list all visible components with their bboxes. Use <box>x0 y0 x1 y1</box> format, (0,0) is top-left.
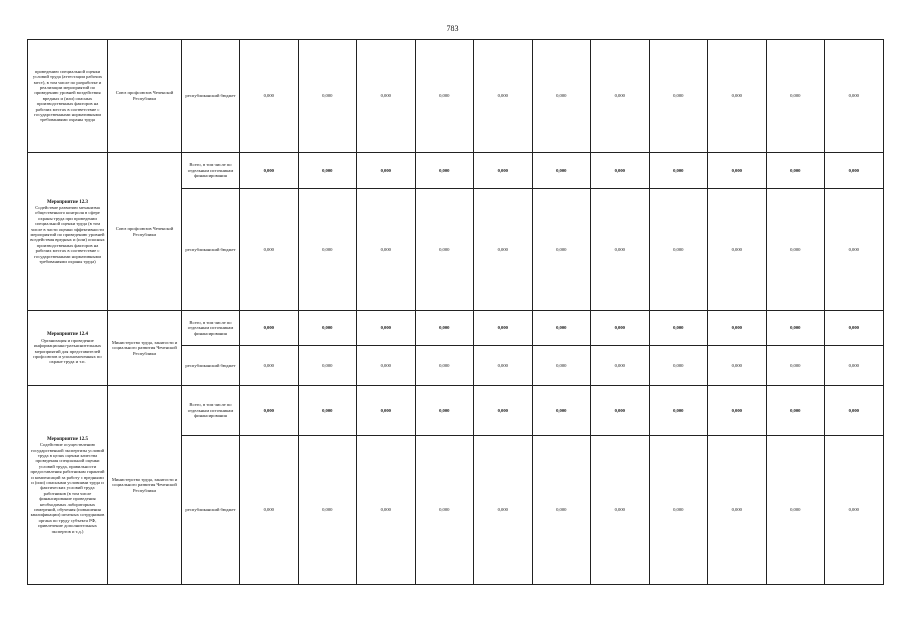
amount-cell: 0,000 <box>298 152 357 188</box>
amount-cell: 0,000 <box>298 40 357 153</box>
amount-cell: 0,000 <box>591 311 650 345</box>
funding-source-cell: республиканский бюджет <box>182 188 240 311</box>
table-row <box>28 311 884 345</box>
amount-cell: 0,000 <box>415 436 474 585</box>
amount-cell: 0,000 <box>240 385 299 435</box>
amount-cell: 0,000 <box>474 345 533 385</box>
amount-cell: 0,000 <box>708 345 767 385</box>
funding-source-cell: республиканский бюджет <box>182 40 240 153</box>
amount-cell: 0,000 <box>532 152 591 188</box>
amount-cell: 0,000 <box>708 436 767 585</box>
amount-cell: 0,000 <box>649 311 708 345</box>
amount-cell: 0,000 <box>474 311 533 345</box>
amount-cell: 0,000 <box>591 188 650 311</box>
amount-cell: 0,000 <box>474 385 533 435</box>
amount-cell: 0,000 <box>649 436 708 585</box>
activity-description: проведению специальной оценки условий труда (аттестации рабочих мест), в том числе по разработке и реализации мероприятий по приведению уровней воздействия вредных и (или) опасных производственных факторов на рабочих местах в соответствие с государственными нормативными требованиями охраны труда <box>32 68 103 123</box>
amount-cell: 0,000 <box>298 311 357 345</box>
amount-cell: 0,000 <box>591 385 650 435</box>
amount-cell: 0,000 <box>532 40 591 153</box>
activity-description: Содействие осуществлению государственной экспертизы условий труда в целях оценки качества проведения специальной оценки условий труда, правильности предоставления работникам гарантий и компенсаций за работу с вредными и (или) опасными условиями труда и фактических условий труда работников (в том числе финансирование проведения необходимых лабораторных измерений, обучения (повышения квалификации) штатных сотрудников органа по труду субъекта РФ, привлечение дополнительных экспертов и т.д.) <box>30 442 105 534</box>
amount-cell: 0,000 <box>240 188 299 311</box>
amount-cell: 0,000 <box>415 40 474 153</box>
amount-cell: 0,000 <box>357 188 416 311</box>
amount-cell: 0,000 <box>825 40 884 153</box>
executor-cell: Союз профсоюзов Чеченской Республики <box>108 152 182 311</box>
table-row <box>28 152 884 188</box>
amount-cell: 0,000 <box>357 345 416 385</box>
activity-name-cell <box>28 152 108 311</box>
amount-cell: 0,000 <box>415 188 474 311</box>
amount-cell: 0,000 <box>357 152 416 188</box>
amount-cell: 0,000 <box>357 436 416 585</box>
executor-cell: Министерство труда, занятости и социального развития Чеченской Республики <box>108 385 182 584</box>
amount-cell: 0,000 <box>708 152 767 188</box>
amount-cell: 0,000 <box>708 40 767 153</box>
amount-cell: 0,000 <box>532 385 591 435</box>
amount-cell: 0,000 <box>240 152 299 188</box>
amount-cell: 0,000 <box>298 385 357 435</box>
page-number: 783 <box>446 24 459 33</box>
amount-cell: 0,000 <box>649 385 708 435</box>
amount-cell: 0,000 <box>298 436 357 585</box>
amount-cell: 0,000 <box>766 311 825 345</box>
amount-cell: 0,000 <box>357 311 416 345</box>
amount-cell: 0,000 <box>766 345 825 385</box>
amount-cell: 0,000 <box>825 188 884 311</box>
funding-source-cell: Всего, в том числе по отдельным источникам финансирования <box>182 311 240 345</box>
amount-cell: 0,000 <box>298 345 357 385</box>
amount-cell: 0,000 <box>415 311 474 345</box>
amount-cell: 0,000 <box>532 345 591 385</box>
amount-cell: 0,000 <box>474 152 533 188</box>
amount-cell: 0,000 <box>532 311 591 345</box>
amount-cell: 0,000 <box>298 188 357 311</box>
amount-cell: 0,000 <box>825 436 884 585</box>
activity-description: Содействие развитию механизма общественного контроля в сфере охраны труда при проведении специальной оценки труда (в том числе в части оценки эффективности мероприятий по приведению уровней воздействия вредных и (или) опасных производственных факторов на рабочих местах в соответствие с государственными нормативными требованиями охраны труда) <box>30 205 105 265</box>
activity-title: Мероприятие 12.5 <box>47 436 88 442</box>
amount-cell: 0,000 <box>766 188 825 311</box>
amount-cell: 0,000 <box>474 40 533 153</box>
amount-cell: 0,000 <box>591 345 650 385</box>
amount-cell: 0,000 <box>474 436 533 585</box>
amount-cell: 0,000 <box>591 436 650 585</box>
amount-cell: 0,000 <box>240 311 299 345</box>
activity-name-cell <box>28 385 108 584</box>
activity-name-cell <box>28 311 108 385</box>
amount-cell: 0,000 <box>532 436 591 585</box>
activity-description: Организация и проведение информационно-разъяснительных мероприятий для представителей профсоюзов и уполномоченных по охране труда и т.п. <box>33 337 102 365</box>
amount-cell: 0,000 <box>708 385 767 435</box>
activity-title: Мероприятие 12.3 <box>47 199 88 205</box>
amount-cell: 0,000 <box>415 385 474 435</box>
amount-cell: 0,000 <box>415 152 474 188</box>
amount-cell: 0,000 <box>825 152 884 188</box>
amount-cell: 0,000 <box>532 188 591 311</box>
table-row <box>28 385 884 435</box>
funding-source-cell: республиканский бюджет <box>182 436 240 585</box>
amount-cell: 0,000 <box>649 40 708 153</box>
amount-cell: 0,000 <box>766 40 825 153</box>
funding-source-cell: Всего, в том числе по отдельным источникам финансирования <box>182 152 240 188</box>
funding-source-cell: республиканский бюджет <box>182 345 240 385</box>
amount-cell: 0,000 <box>591 152 650 188</box>
amount-cell: 0,000 <box>591 40 650 153</box>
amount-cell: 0,000 <box>649 188 708 311</box>
executor-cell: Союз профсоюзов Чеченской Республики <box>108 40 182 153</box>
amount-cell: 0,000 <box>766 436 825 585</box>
amount-cell: 0,000 <box>825 345 884 385</box>
amount-cell: 0,000 <box>766 152 825 188</box>
amount-cell: 0,000 <box>474 188 533 311</box>
amount-cell: 0,000 <box>708 311 767 345</box>
amount-cell: 0,000 <box>357 385 416 435</box>
activity-name-cell <box>28 40 108 153</box>
table-row <box>28 40 884 153</box>
amount-cell: 0,000 <box>825 311 884 345</box>
amount-cell: 0,000 <box>240 40 299 153</box>
amount-cell: 0,000 <box>708 188 767 311</box>
table-body <box>28 40 884 585</box>
funding-source-cell: Всего, в том числе по отдельным источникам финансирования <box>182 385 240 435</box>
amount-cell: 0,000 <box>240 345 299 385</box>
amount-cell: 0,000 <box>649 345 708 385</box>
activity-title: Мероприятие 12.4 <box>47 332 88 338</box>
amount-cell: 0,000 <box>357 40 416 153</box>
amount-cell: 0,000 <box>415 345 474 385</box>
budget-table <box>27 39 884 585</box>
amount-cell: 0,000 <box>649 152 708 188</box>
amount-cell: 0,000 <box>766 385 825 435</box>
amount-cell: 0,000 <box>825 385 884 435</box>
executor-cell: Министерство труда, занятости и социального развития Чеченской Республики <box>108 311 182 385</box>
amount-cell: 0,000 <box>240 436 299 585</box>
